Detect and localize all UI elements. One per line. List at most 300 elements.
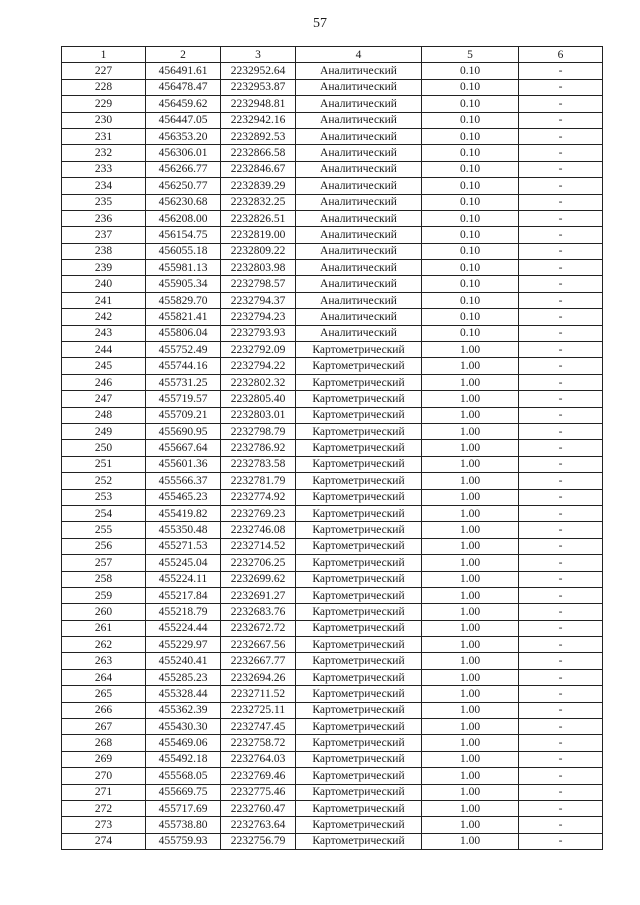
y-coordinate-cell: 2232763.64: [221, 817, 296, 833]
column-header: 2: [146, 47, 221, 63]
method-cell: Аналитический: [296, 227, 422, 243]
table-row: [62, 374, 603, 390]
precision-cell: 0.10: [422, 309, 519, 325]
precision-cell: 1.00: [422, 784, 519, 800]
table-row: [62, 538, 603, 554]
y-coordinate-cell: 2232953.87: [221, 79, 296, 95]
x-coordinate-cell: 455667.64: [146, 440, 221, 456]
x-coordinate-cell: 456266.77: [146, 161, 221, 177]
y-coordinate-cell: 2232794.37: [221, 292, 296, 308]
point-number-cell: 232: [62, 145, 146, 161]
note-cell: -: [519, 800, 603, 816]
y-coordinate-cell: 2232667.77: [221, 653, 296, 669]
x-coordinate-cell: 455568.05: [146, 768, 221, 784]
table-row: [62, 571, 603, 587]
method-cell: Картометрический: [296, 669, 422, 685]
precision-cell: 1.00: [422, 817, 519, 833]
point-number-cell: 242: [62, 309, 146, 325]
point-number-cell: 262: [62, 637, 146, 653]
x-coordinate-cell: 456154.75: [146, 227, 221, 243]
note-cell: -: [519, 128, 603, 144]
y-coordinate-cell: 2232672.72: [221, 620, 296, 636]
method-cell: Картометрический: [296, 489, 422, 505]
x-coordinate-cell: 456250.77: [146, 178, 221, 194]
precision-cell: 1.00: [422, 800, 519, 816]
precision-cell: 1.00: [422, 637, 519, 653]
method-cell: Аналитический: [296, 79, 422, 95]
table-row: [62, 637, 603, 653]
y-coordinate-cell: 2232794.22: [221, 358, 296, 374]
point-number-cell: 251: [62, 456, 146, 472]
x-coordinate-cell: 455362.39: [146, 702, 221, 718]
x-coordinate-cell: 455271.53: [146, 538, 221, 554]
y-coordinate-cell: 2232942.16: [221, 112, 296, 128]
note-cell: -: [519, 538, 603, 554]
note-cell: -: [519, 669, 603, 685]
point-number-cell: 234: [62, 178, 146, 194]
note-cell: -: [519, 637, 603, 653]
note-cell: -: [519, 145, 603, 161]
precision-cell: 1.00: [422, 440, 519, 456]
note-cell: -: [519, 358, 603, 374]
y-coordinate-cell: 2232760.47: [221, 800, 296, 816]
precision-cell: 1.00: [422, 669, 519, 685]
note-cell: -: [519, 407, 603, 423]
point-number-cell: 231: [62, 128, 146, 144]
method-cell: Аналитический: [296, 292, 422, 308]
note-cell: -: [519, 112, 603, 128]
x-coordinate-cell: 455806.04: [146, 325, 221, 341]
precision-cell: 0.10: [422, 178, 519, 194]
x-coordinate-cell: 455744.16: [146, 358, 221, 374]
precision-cell: 0.10: [422, 243, 519, 259]
precision-cell: 0.10: [422, 161, 519, 177]
table-row: [62, 63, 603, 79]
table-row: [62, 702, 603, 718]
note-cell: -: [519, 719, 603, 735]
precision-cell: 1.00: [422, 489, 519, 505]
note-cell: -: [519, 227, 603, 243]
point-number-cell: 263: [62, 653, 146, 669]
note-cell: -: [519, 456, 603, 472]
y-coordinate-cell: 2232839.29: [221, 178, 296, 194]
method-cell: Картометрический: [296, 768, 422, 784]
method-cell: Аналитический: [296, 309, 422, 325]
y-coordinate-cell: 2232803.98: [221, 260, 296, 276]
x-coordinate-cell: 455224.11: [146, 571, 221, 587]
note-cell: -: [519, 243, 603, 259]
y-coordinate-cell: 2232819.00: [221, 227, 296, 243]
note-cell: -: [519, 309, 603, 325]
table-row: [62, 505, 603, 521]
note-cell: -: [519, 587, 603, 603]
table-row: [62, 751, 603, 767]
point-number-cell: 264: [62, 669, 146, 685]
note-cell: -: [519, 768, 603, 784]
method-cell: Картометрический: [296, 423, 422, 439]
y-coordinate-cell: 2232892.53: [221, 128, 296, 144]
note-cell: -: [519, 784, 603, 800]
table-row: [62, 768, 603, 784]
y-coordinate-cell: 2232699.62: [221, 571, 296, 587]
method-cell: Картометрический: [296, 456, 422, 472]
point-number-cell: 256: [62, 538, 146, 554]
table-row: [62, 489, 603, 505]
precision-cell: 1.00: [422, 423, 519, 439]
point-number-cell: 227: [62, 63, 146, 79]
precision-cell: 1.00: [422, 522, 519, 538]
table-row: [62, 112, 603, 128]
point-number-cell: 241: [62, 292, 146, 308]
y-coordinate-cell: 2232667.56: [221, 637, 296, 653]
table-row: [62, 79, 603, 95]
note-cell: -: [519, 702, 603, 718]
note-cell: -: [519, 440, 603, 456]
table-row: [62, 522, 603, 538]
method-cell: Картометрический: [296, 784, 422, 800]
point-number-cell: 269: [62, 751, 146, 767]
precision-cell: 1.00: [422, 587, 519, 603]
note-cell: -: [519, 522, 603, 538]
note-cell: -: [519, 391, 603, 407]
precision-cell: 1.00: [422, 751, 519, 767]
y-coordinate-cell: 2232798.79: [221, 423, 296, 439]
precision-cell: 1.00: [422, 505, 519, 521]
table-row: [62, 260, 603, 276]
x-coordinate-cell: 455419.82: [146, 505, 221, 521]
y-coordinate-cell: 2232691.27: [221, 587, 296, 603]
table-row: [62, 342, 603, 358]
method-cell: Картометрический: [296, 833, 422, 849]
x-coordinate-cell: 456491.61: [146, 63, 221, 79]
note-cell: -: [519, 505, 603, 521]
table-row: [62, 145, 603, 161]
note-cell: -: [519, 292, 603, 308]
table-row: [62, 358, 603, 374]
method-cell: Аналитический: [296, 194, 422, 210]
x-coordinate-cell: 456230.68: [146, 194, 221, 210]
coordinates-table: [61, 46, 603, 850]
point-number-cell: 266: [62, 702, 146, 718]
method-cell: Картометрический: [296, 522, 422, 538]
note-cell: -: [519, 489, 603, 505]
precision-cell: 0.10: [422, 325, 519, 341]
point-number-cell: 229: [62, 96, 146, 112]
point-number-cell: 259: [62, 587, 146, 603]
x-coordinate-cell: 455566.37: [146, 473, 221, 489]
method-cell: Аналитический: [296, 325, 422, 341]
point-number-cell: 237: [62, 227, 146, 243]
y-coordinate-cell: 2232783.58: [221, 456, 296, 472]
table-header-row: [62, 47, 603, 63]
y-coordinate-cell: 2232756.79: [221, 833, 296, 849]
y-coordinate-cell: 2232711.52: [221, 686, 296, 702]
precision-cell: 1.00: [422, 571, 519, 587]
y-coordinate-cell: 2232764.03: [221, 751, 296, 767]
table-row: [62, 800, 603, 816]
y-coordinate-cell: 2232798.57: [221, 276, 296, 292]
table-row: [62, 440, 603, 456]
note-cell: -: [519, 178, 603, 194]
method-cell: Картометрический: [296, 571, 422, 587]
point-number-cell: 236: [62, 210, 146, 226]
x-coordinate-cell: 455981.13: [146, 260, 221, 276]
precision-cell: 1.00: [422, 456, 519, 472]
method-cell: Аналитический: [296, 210, 422, 226]
y-coordinate-cell: 2232769.46: [221, 768, 296, 784]
x-coordinate-cell: 455752.49: [146, 342, 221, 358]
column-header: 5: [422, 47, 519, 63]
x-coordinate-cell: 455821.41: [146, 309, 221, 325]
precision-cell: 1.00: [422, 391, 519, 407]
precision-cell: 1.00: [422, 604, 519, 620]
method-cell: Аналитический: [296, 260, 422, 276]
x-coordinate-cell: 456055.18: [146, 243, 221, 259]
x-coordinate-cell: 455224.44: [146, 620, 221, 636]
point-number-cell: 230: [62, 112, 146, 128]
table-row: [62, 555, 603, 571]
note-cell: -: [519, 555, 603, 571]
x-coordinate-cell: 455905.34: [146, 276, 221, 292]
point-number-cell: 245: [62, 358, 146, 374]
precision-cell: 0.10: [422, 128, 519, 144]
y-coordinate-cell: 2232846.67: [221, 161, 296, 177]
column-header: 6: [519, 47, 603, 63]
method-cell: Картометрический: [296, 342, 422, 358]
point-number-cell: 239: [62, 260, 146, 276]
note-cell: -: [519, 374, 603, 390]
x-coordinate-cell: 455240.41: [146, 653, 221, 669]
note-cell: -: [519, 210, 603, 226]
note-cell: -: [519, 653, 603, 669]
precision-cell: 1.00: [422, 735, 519, 751]
y-coordinate-cell: 2232786.92: [221, 440, 296, 456]
x-coordinate-cell: 455430.30: [146, 719, 221, 735]
point-number-cell: 254: [62, 505, 146, 521]
note-cell: -: [519, 604, 603, 620]
precision-cell: 0.10: [422, 210, 519, 226]
x-coordinate-cell: 455690.95: [146, 423, 221, 439]
note-cell: -: [519, 260, 603, 276]
x-coordinate-cell: 455492.18: [146, 751, 221, 767]
note-cell: -: [519, 161, 603, 177]
point-number-cell: 261: [62, 620, 146, 636]
precision-cell: 0.10: [422, 112, 519, 128]
y-coordinate-cell: 2232683.76: [221, 604, 296, 620]
method-cell: Картометрический: [296, 555, 422, 571]
table-row: [62, 735, 603, 751]
table-row: [62, 817, 603, 833]
method-cell: Картометрический: [296, 440, 422, 456]
x-coordinate-cell: 456459.62: [146, 96, 221, 112]
note-cell: -: [519, 194, 603, 210]
y-coordinate-cell: 2232794.23: [221, 309, 296, 325]
y-coordinate-cell: 2232948.81: [221, 96, 296, 112]
note-cell: -: [519, 833, 603, 849]
precision-cell: 1.00: [422, 702, 519, 718]
precision-cell: 1.00: [422, 768, 519, 784]
y-coordinate-cell: 2232781.79: [221, 473, 296, 489]
note-cell: -: [519, 817, 603, 833]
method-cell: Аналитический: [296, 178, 422, 194]
precision-cell: 0.10: [422, 194, 519, 210]
table-row: [62, 227, 603, 243]
point-number-cell: 244: [62, 342, 146, 358]
method-cell: Картометрический: [296, 538, 422, 554]
table-row: [62, 325, 603, 341]
table-row: [62, 96, 603, 112]
method-cell: Картометрический: [296, 719, 422, 735]
table-row: [62, 587, 603, 603]
y-coordinate-cell: 2232805.40: [221, 391, 296, 407]
precision-cell: 1.00: [422, 686, 519, 702]
method-cell: Аналитический: [296, 112, 422, 128]
method-cell: Картометрический: [296, 473, 422, 489]
x-coordinate-cell: 455669.75: [146, 784, 221, 800]
point-number-cell: 248: [62, 407, 146, 423]
point-number-cell: 271: [62, 784, 146, 800]
x-coordinate-cell: 456306.01: [146, 145, 221, 161]
point-number-cell: 252: [62, 473, 146, 489]
note-cell: -: [519, 735, 603, 751]
method-cell: Картометрический: [296, 735, 422, 751]
x-coordinate-cell: 455469.06: [146, 735, 221, 751]
precision-cell: 1.00: [422, 719, 519, 735]
method-cell: Картометрический: [296, 505, 422, 521]
y-coordinate-cell: 2232746.08: [221, 522, 296, 538]
note-cell: -: [519, 325, 603, 341]
method-cell: Картометрический: [296, 751, 422, 767]
table-row: [62, 604, 603, 620]
point-number-cell: 268: [62, 735, 146, 751]
precision-cell: 1.00: [422, 407, 519, 423]
point-number-cell: 238: [62, 243, 146, 259]
y-coordinate-cell: 2232758.72: [221, 735, 296, 751]
y-coordinate-cell: 2232706.25: [221, 555, 296, 571]
method-cell: Картометрический: [296, 391, 422, 407]
y-coordinate-cell: 2232803.01: [221, 407, 296, 423]
table-row: [62, 309, 603, 325]
method-cell: Картометрический: [296, 637, 422, 653]
precision-cell: 0.10: [422, 79, 519, 95]
precision-cell: 1.00: [422, 473, 519, 489]
point-number-cell: 267: [62, 719, 146, 735]
method-cell: Картометрический: [296, 702, 422, 718]
y-coordinate-cell: 2232952.64: [221, 63, 296, 79]
table-row: [62, 243, 603, 259]
table-row: [62, 653, 603, 669]
method-cell: Картометрический: [296, 604, 422, 620]
table-row: [62, 161, 603, 177]
point-number-cell: 257: [62, 555, 146, 571]
x-coordinate-cell: 455738.80: [146, 817, 221, 833]
x-coordinate-cell: 455709.21: [146, 407, 221, 423]
method-cell: Аналитический: [296, 161, 422, 177]
method-cell: Аналитический: [296, 243, 422, 259]
method-cell: Картометрический: [296, 358, 422, 374]
precision-cell: 1.00: [422, 833, 519, 849]
method-cell: Картометрический: [296, 653, 422, 669]
point-number-cell: 258: [62, 571, 146, 587]
table-row: [62, 423, 603, 439]
method-cell: Картометрический: [296, 686, 422, 702]
method-cell: Аналитический: [296, 128, 422, 144]
precision-cell: 1.00: [422, 342, 519, 358]
precision-cell: 1.00: [422, 555, 519, 571]
page-number: 57: [313, 16, 327, 31]
point-number-cell: 246: [62, 374, 146, 390]
x-coordinate-cell: 456353.20: [146, 128, 221, 144]
table-row: [62, 407, 603, 423]
point-number-cell: 233: [62, 161, 146, 177]
table-row: [62, 669, 603, 685]
point-number-cell: 243: [62, 325, 146, 341]
point-number-cell: 247: [62, 391, 146, 407]
point-number-cell: 270: [62, 768, 146, 784]
y-coordinate-cell: 2232774.92: [221, 489, 296, 505]
precision-cell: 1.00: [422, 358, 519, 374]
column-header: 4: [296, 47, 422, 63]
table-row: [62, 473, 603, 489]
precision-cell: 0.10: [422, 292, 519, 308]
point-number-cell: 228: [62, 79, 146, 95]
x-coordinate-cell: 456478.47: [146, 79, 221, 95]
precision-cell: 1.00: [422, 653, 519, 669]
y-coordinate-cell: 2232809.22: [221, 243, 296, 259]
x-coordinate-cell: 455601.36: [146, 456, 221, 472]
note-cell: -: [519, 423, 603, 439]
point-number-cell: 272: [62, 800, 146, 816]
method-cell: Картометрический: [296, 817, 422, 833]
point-number-cell: 260: [62, 604, 146, 620]
table-row: [62, 784, 603, 800]
y-coordinate-cell: 2232866.58: [221, 145, 296, 161]
table-row: [62, 210, 603, 226]
x-coordinate-cell: 455719.57: [146, 391, 221, 407]
y-coordinate-cell: 2232769.23: [221, 505, 296, 521]
precision-cell: 0.10: [422, 63, 519, 79]
y-coordinate-cell: 2232725.11: [221, 702, 296, 718]
table-row: [62, 292, 603, 308]
x-coordinate-cell: 455465.23: [146, 489, 221, 505]
point-number-cell: 250: [62, 440, 146, 456]
precision-cell: 0.10: [422, 260, 519, 276]
point-number-cell: 253: [62, 489, 146, 505]
precision-cell: 1.00: [422, 620, 519, 636]
x-coordinate-cell: 455328.44: [146, 686, 221, 702]
note-cell: -: [519, 79, 603, 95]
table-row: [62, 194, 603, 210]
x-coordinate-cell: 455229.97: [146, 637, 221, 653]
precision-cell: 0.10: [422, 227, 519, 243]
method-cell: Картометрический: [296, 800, 422, 816]
method-cell: Аналитический: [296, 276, 422, 292]
table-row: [62, 276, 603, 292]
table-row: [62, 391, 603, 407]
y-coordinate-cell: 2232802.32: [221, 374, 296, 390]
x-coordinate-cell: 455245.04: [146, 555, 221, 571]
y-coordinate-cell: 2232694.26: [221, 669, 296, 685]
method-cell: Аналитический: [296, 96, 422, 112]
note-cell: -: [519, 686, 603, 702]
x-coordinate-cell: 455350.48: [146, 522, 221, 538]
x-coordinate-cell: 456208.00: [146, 210, 221, 226]
table-row: [62, 178, 603, 194]
method-cell: Аналитический: [296, 145, 422, 161]
column-header: 3: [221, 47, 296, 63]
note-cell: -: [519, 571, 603, 587]
point-number-cell: 274: [62, 833, 146, 849]
